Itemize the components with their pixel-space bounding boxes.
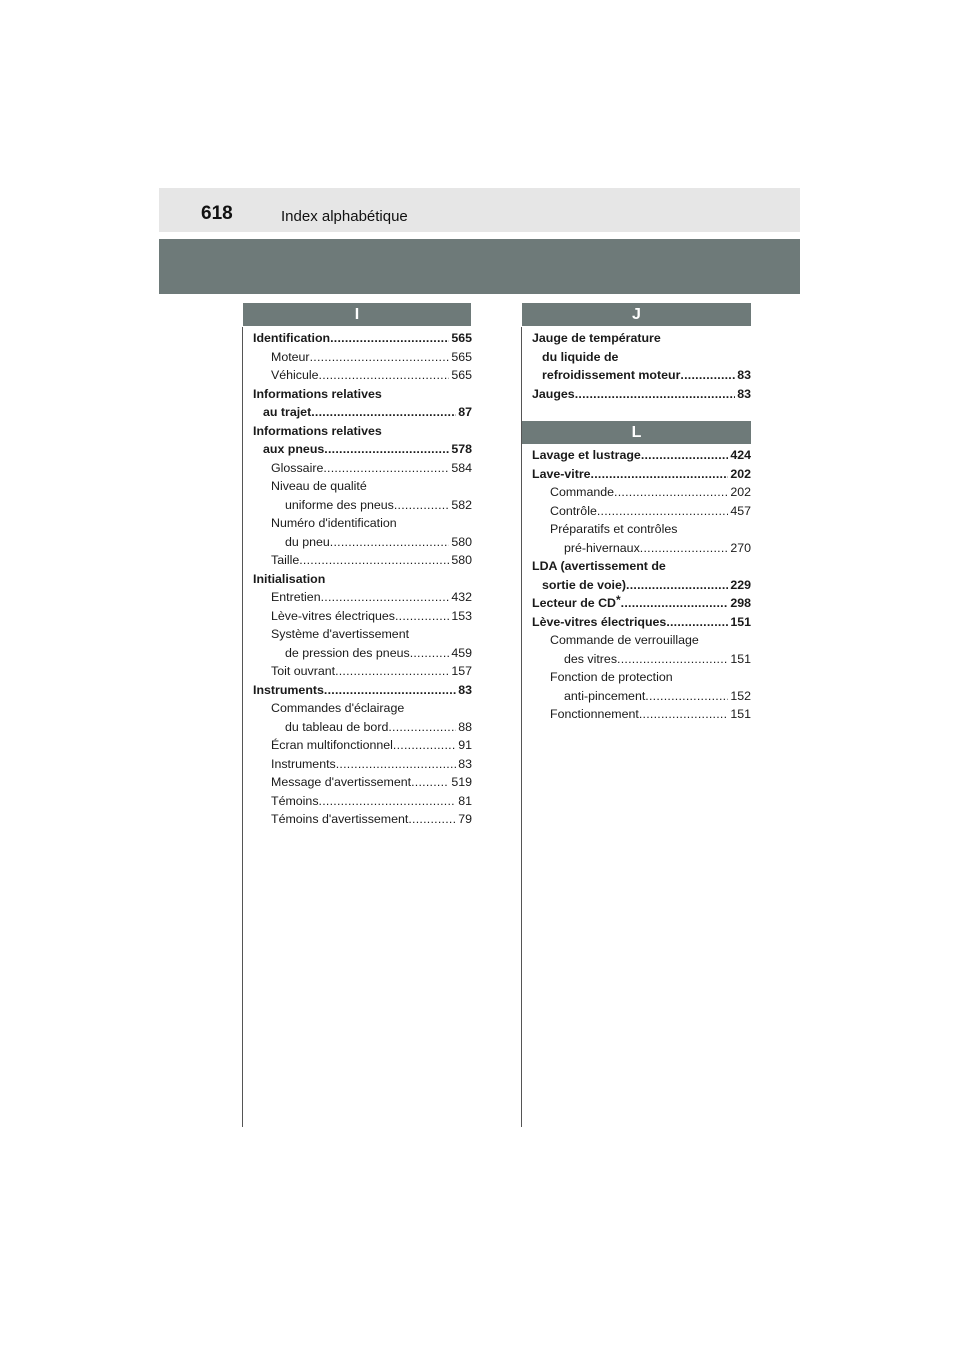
- index-entry: Informations relatives: [253, 423, 382, 438]
- index-entry[interactable]: Instruments . . . 83: [253, 681, 472, 700]
- index-entry[interactable]: Jauges . . . 83: [532, 385, 751, 404]
- index-entry[interactable]: Témoins . . . 81: [253, 792, 472, 811]
- index-entry[interactable]: anti-pincement . . . 152: [532, 687, 751, 706]
- section-header-l: L: [522, 421, 751, 444]
- index-entry: Informations relatives: [253, 386, 382, 401]
- index-entry: Préparatifs et contrôles: [550, 522, 678, 536]
- header-bar: [159, 188, 800, 232]
- index-entry: Commande de verrouillage: [550, 633, 699, 647]
- column-rule-left: [242, 327, 243, 1127]
- index-entry: Numéro d'identification: [271, 516, 397, 530]
- index-entry[interactable]: des vitres . . . 151: [532, 650, 751, 669]
- index-entry[interactable]: Lave-vitre . . . 202: [532, 465, 751, 484]
- index-entry[interactable]: Identification . . . 565: [253, 329, 472, 348]
- index-entry[interactable]: Lecteur de CD * . . . 298: [532, 594, 751, 613]
- index-entry[interactable]: Taille . . . 580: [253, 551, 472, 570]
- index-entry[interactable]: de pression des pneus . . . 459: [253, 644, 472, 663]
- index-entry[interactable]: refroidissement moteur . . . 83: [532, 366, 751, 385]
- index-column-j: [532, 329, 751, 403]
- index-column-i: [253, 329, 472, 829]
- index-entry[interactable]: pré-hivernaux . . . 270: [532, 539, 751, 558]
- index-entry[interactable]: Moteur . . . 565: [253, 348, 472, 367]
- section-header-j: J: [522, 303, 751, 326]
- index-entry[interactable]: au trajet . . . 87: [253, 403, 472, 422]
- footnote-asterisk: *: [616, 594, 621, 607]
- index-entry[interactable]: du tableau de bord . . . 88: [253, 718, 472, 737]
- index-entry[interactable]: du pneu . . . 580: [253, 533, 472, 552]
- page-title: Index alphabétique: [281, 208, 408, 225]
- index-entry: Système d'avertissement: [271, 627, 410, 641]
- index-entry: LDA (avertissement de: [532, 559, 666, 573]
- index-entry[interactable]: Écran multifonctionnel . . . 91: [253, 736, 472, 755]
- index-entry[interactable]: Témoins d'avertissement . . . 79: [253, 810, 472, 829]
- index-entry[interactable]: Instruments . . . 83: [253, 755, 472, 774]
- index-entry[interactable]: Lavage et lustrage . . . 424: [532, 446, 751, 465]
- index-entry: Commandes d'éclairage: [271, 701, 405, 715]
- index-entry: Fonction de protection: [550, 670, 673, 684]
- page-number: 618: [201, 203, 233, 224]
- index-entry: Initialisation: [253, 571, 326, 586]
- index-entry[interactable]: Contrôle . . . 457: [532, 502, 751, 521]
- index-entry[interactable]: Commande . . . 202: [532, 483, 751, 502]
- index-entry[interactable]: aux pneus . . . 578: [253, 440, 472, 459]
- index-entry[interactable]: sortie de voie) . . . 229: [532, 576, 751, 595]
- index-entry[interactable]: Entretien . . . 432: [253, 588, 472, 607]
- index-entry[interactable]: Lève-vitres électriques . . . 151: [532, 613, 751, 632]
- index-entry: Niveau de qualité: [271, 479, 367, 493]
- column-rule-right: [521, 327, 522, 1127]
- index-entry[interactable]: Toit ouvrant . . . 157: [253, 662, 472, 681]
- section-header-i: I: [243, 303, 471, 326]
- index-column-l: [532, 446, 751, 724]
- index-entry[interactable]: Fonctionnement . . . 151: [532, 705, 751, 724]
- index-entry[interactable]: Message d'avertissement . . . 519: [253, 773, 472, 792]
- index-entry[interactable]: Lève-vitres électriques . . . 153: [253, 607, 472, 626]
- title-band: [159, 239, 800, 294]
- index-entry: du liquide de: [542, 349, 619, 364]
- index-entry[interactable]: uniforme des pneus . . . 582: [253, 496, 472, 515]
- index-entry[interactable]: Glossaire . . . 584: [253, 459, 472, 478]
- index-entry[interactable]: Véhicule . . . 565: [253, 366, 472, 385]
- index-entry: Jauge de température: [532, 331, 661, 345]
